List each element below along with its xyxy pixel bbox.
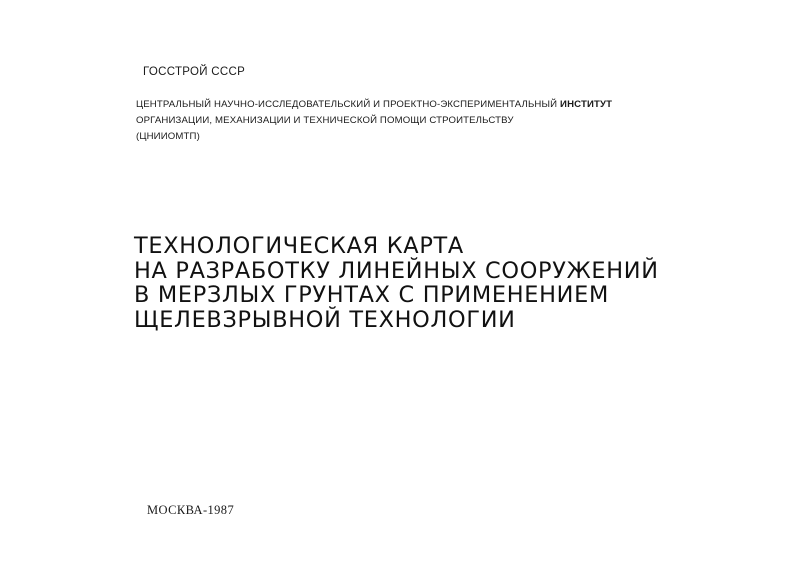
institute-abbreviation: (ЦНИИОМТП) — [136, 131, 200, 142]
city-year: МОСКВА-1987 — [147, 503, 235, 517]
agency-name: ГОССТРОЙ СССР — [143, 66, 246, 78]
title-line-3: В МЕРЗЛЫХ ГРУНТАХ С ПРИМЕНЕНИЕМ — [134, 282, 609, 308]
title-line-1: ТЕХНОЛОГИЧЕСКАЯ КАРТА — [134, 233, 464, 259]
institute-line-1-bold: ИНСТИТУТ — [557, 99, 613, 110]
title-line-2: НА РАЗРАБОТКУ ЛИНЕЙНЫХ СООРУЖЕНИЙ — [134, 257, 659, 284]
document-title — [134, 234, 659, 332]
institute-line-1-text: ЦЕНТРАЛЬНЫЙ НАУЧНО-ИССЛЕДОВАТЕЛЬСКИЙ И ПРОЕКТНО-ЭКСПЕРИМЕНТАЛЬНЫЙ — [136, 99, 558, 110]
institute-line-2: ОРГАНИЗАЦИИ, МЕХАНИЗАЦИИ И ТЕХНИЧЕСКОЙ ПОМОЩИ СТРОИТЕЛЬСТВУ — [136, 115, 514, 126]
institute-block — [136, 97, 612, 145]
title-line-4: ЩЕЛЕВЗРЫВНОЙ ТЕХНОЛОГИИ — [134, 306, 516, 333]
institute-line-1 — [136, 97, 612, 113]
